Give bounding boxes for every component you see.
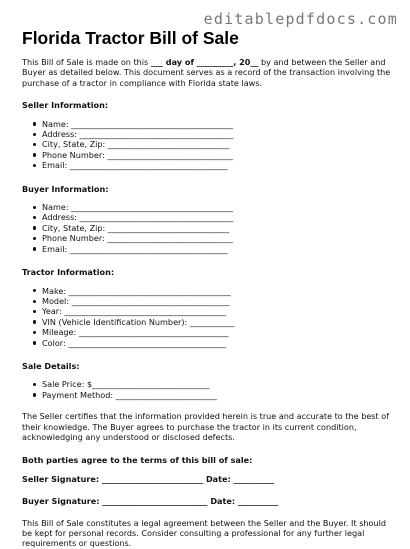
certification-paragraph: The Seller certifies that the information provided herein is true and accurate to the best of their knowledge. The Buyer agrees to purchase the tractor in its current condition, acknowledging any understood or disclosed defects.	[22, 411, 390, 442]
buyer-city-field[interactable]: City, State, Zip: ______________________________	[42, 223, 394, 233]
buyer-address-field[interactable]: Address: ______________________________________	[42, 212, 394, 222]
buyer-heading: Buyer Information:	[22, 183, 109, 194]
sale-fields	[22, 379, 394, 400]
document-body	[22, 57, 394, 549]
seller-email-field[interactable]: Email: _______________________________________	[42, 160, 394, 170]
seller-city-field[interactable]: City, State, Zip: ______________________________	[42, 139, 394, 149]
tractor-make-field[interactable]: Make: ________________________________________	[42, 286, 394, 296]
year-prefix: , 20	[233, 57, 251, 67]
seller-signature-line[interactable]: Seller Signature: _________________________ Date: __________	[22, 473, 275, 484]
month-blank: _________	[193, 57, 234, 67]
buyer-name-field[interactable]: Name: ________________________________________	[42, 202, 394, 212]
tractor-year-field[interactable]: Year: ________________________________________	[42, 306, 394, 316]
tractor-mileage-field[interactable]: Mileage: _____________________________________	[42, 327, 394, 337]
buyer-email-field[interactable]: Email: _______________________________________	[42, 244, 394, 254]
year-blank: __	[250, 57, 259, 67]
tractor-heading: Tractor Information:	[22, 267, 115, 278]
buyer-fields	[22, 202, 394, 254]
site-watermark: editablepdfdocs.com	[203, 10, 398, 28]
seller-phone-field[interactable]: Phone Number: _______________________________	[42, 150, 394, 160]
page-title: Florida Tractor Bill of Sale	[22, 28, 239, 48]
seller-name-field[interactable]: Name: ________________________________________	[42, 119, 394, 129]
day-word: day of	[162, 57, 194, 67]
tractor-vin-field[interactable]: VIN (Vehicle Identification Number): ___________	[42, 317, 394, 327]
sale-heading: Sale Details:	[22, 360, 80, 371]
day-blank: ___	[150, 57, 163, 67]
seller-heading: Seller Information:	[22, 100, 109, 111]
intro-paragraph	[22, 57, 394, 88]
seller-address-field[interactable]: Address: ______________________________________	[42, 129, 394, 139]
buyer-phone-field[interactable]: Phone Number: _______________________________	[42, 233, 394, 243]
tractor-model-field[interactable]: Model: _______________________________________	[42, 296, 394, 306]
sale-price-field[interactable]: Sale Price: $_____________________________	[42, 379, 394, 389]
intro-text-1: This Bill of Sale is made on this	[22, 57, 151, 67]
seller-fields	[22, 119, 394, 171]
tractor-color-field[interactable]: Color: _______________________________________	[42, 338, 394, 348]
closing-paragraph: This Bill of Sale constitutes a legal agreement between the Seller and the Buyer. It should be kept for personal records. Consider consulting a professional for any further legal requirements or questions.	[22, 517, 387, 549]
intro-text-2: by and between the Seller and Buyer as detailed below. This document serves as a record of the transaction involving the purchase of a tractor in compliance with Florida state laws.	[22, 57, 391, 88]
agree-heading: Both parties agree to the terms of this bill of sale:	[22, 455, 253, 466]
tractor-fields	[22, 286, 394, 348]
payment-method-field[interactable]: Payment Method: _________________________	[42, 390, 394, 400]
buyer-signature-line[interactable]: Buyer Signature: __________________________ Date: __________	[22, 496, 279, 507]
